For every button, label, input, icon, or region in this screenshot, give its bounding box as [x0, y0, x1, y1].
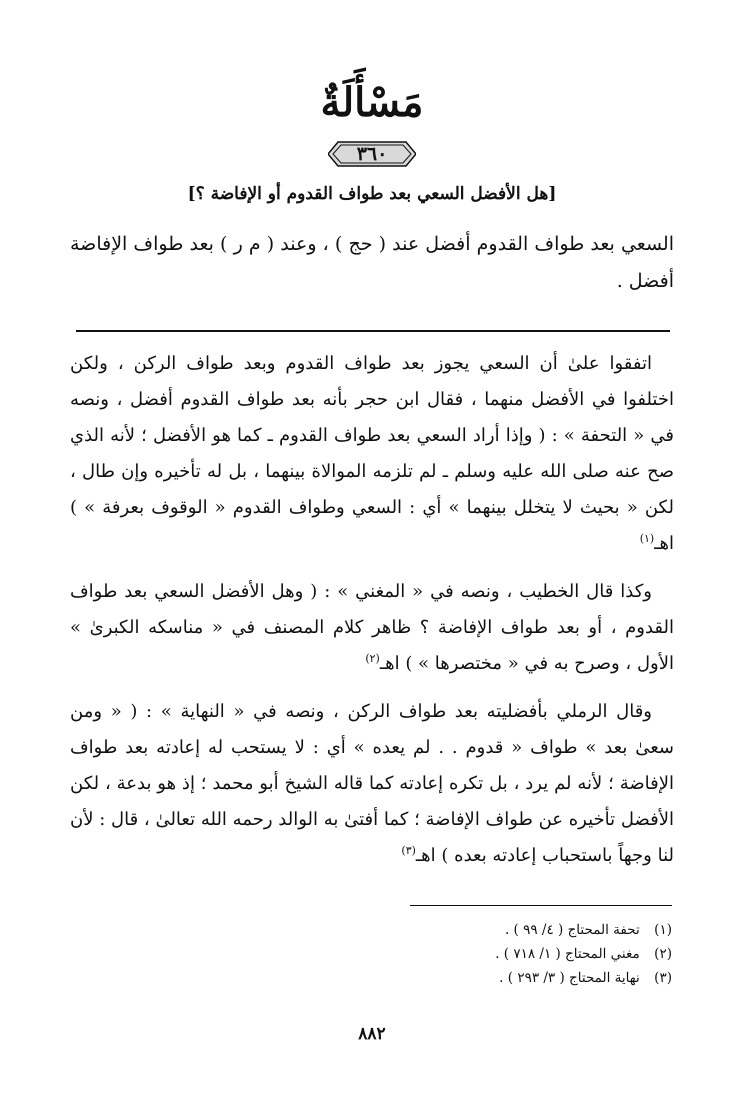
section-divider: [76, 330, 670, 332]
footnote-text: نهاية المحتاج ( ٣/ ٢٩٣ ) .: [499, 970, 640, 986]
main-statement: السعي بعد طواف القدوم أفضل عند ( حج ) ، وعند ( م ر ) بعد طواف الإفاضة أفضل .: [70, 233, 674, 292]
footnote-text: تحفة المحتاج ( ٤/ ٩٩ ) .: [504, 922, 640, 938]
paragraph-text: اتفقوا علىٰ أن السعي يجوز بعد طواف القدوم وبعد طواف الركن ، ولكن اختلفوا في الأفضل منهما ، فقال ابن حجر بأنه بعد طواف القدوم أفضل ، ونصه في « التحفة » : ( وإذا أراد السعي بعد طواف القدوم ـ كما هو الأفضل ؛ لأنه الذي صح عنه صلى الله عليه وسلم ـ لم تلزمه الموالاة بينهما ، بل له تأخيره وإن طال ، لكن « بحيث لا يتخلل بينهما » أي : السعي وطواف القدوم « الوقوف بعرفة » ) اهـ: [70, 353, 674, 554]
issue-number: ٣٦٠: [356, 143, 388, 165]
commentary-paragraph: [70, 694, 674, 874]
footnote-number: (٣): [654, 970, 672, 986]
issue-number-badge: [328, 140, 416, 168]
footnote-number: (١): [654, 922, 672, 938]
footnote-text: مغني المحتاج ( ١/ ٧١٨ ) .: [495, 946, 640, 962]
chapter-heading: مَسْأَلَةٌ: [320, 79, 424, 126]
page-number: ٨٨٢: [358, 1024, 386, 1044]
paragraph-text: وكذا قال الخطيب ، ونصه في « المغني » : ( وهل الأفضل السعي بعد طواف القدوم ، أو بعد طواف الإفاضة ؟ ظاهر كلام المصنف في « مناسكه الكبرىٰ » الأول ، وصرح به في « مختصرها » ) اهـ: [70, 581, 674, 674]
footnote-reference: (٣): [401, 844, 416, 857]
footnote-item: [300, 942, 672, 966]
commentary-paragraph: [70, 346, 674, 562]
commentary-paragraph: [70, 574, 674, 682]
footnote-number: (٢): [654, 946, 672, 962]
footnote-item: [300, 966, 672, 990]
commentary: [70, 346, 674, 886]
footnote-divider: [410, 905, 672, 906]
footnote-reference: (٢): [365, 652, 380, 665]
footnote-item: [300, 918, 672, 942]
footnote-reference: (١): [639, 532, 655, 545]
footnotes: [300, 918, 672, 990]
question-title: [هل الأفضل السعي بعد طواف القدوم أو الإفاضة ؟]: [187, 184, 557, 204]
paragraph-text: وقال الرملي بأفضليته بعد طواف الركن ، ونصه في « النهاية » : ( « ومن سعىٰ بعد » طواف « قدوم . . لم يعده » أي : لا يستحب له إعادته بعد طواف الإفاضة ؛ لأنه لم يرد ، بل تكره إعادته كما قاله الشيخ أبو محمد ؛ إذ هو بدعة ، لكن الأفضل تأخيره عن طواف الإفاضة ؛ كما أفتىٰ به الوالد رحمه الله تعالىٰ ، قال : لأن لنا وجهاً باستحباب إعادته بعده ) اهـ: [70, 701, 674, 866]
